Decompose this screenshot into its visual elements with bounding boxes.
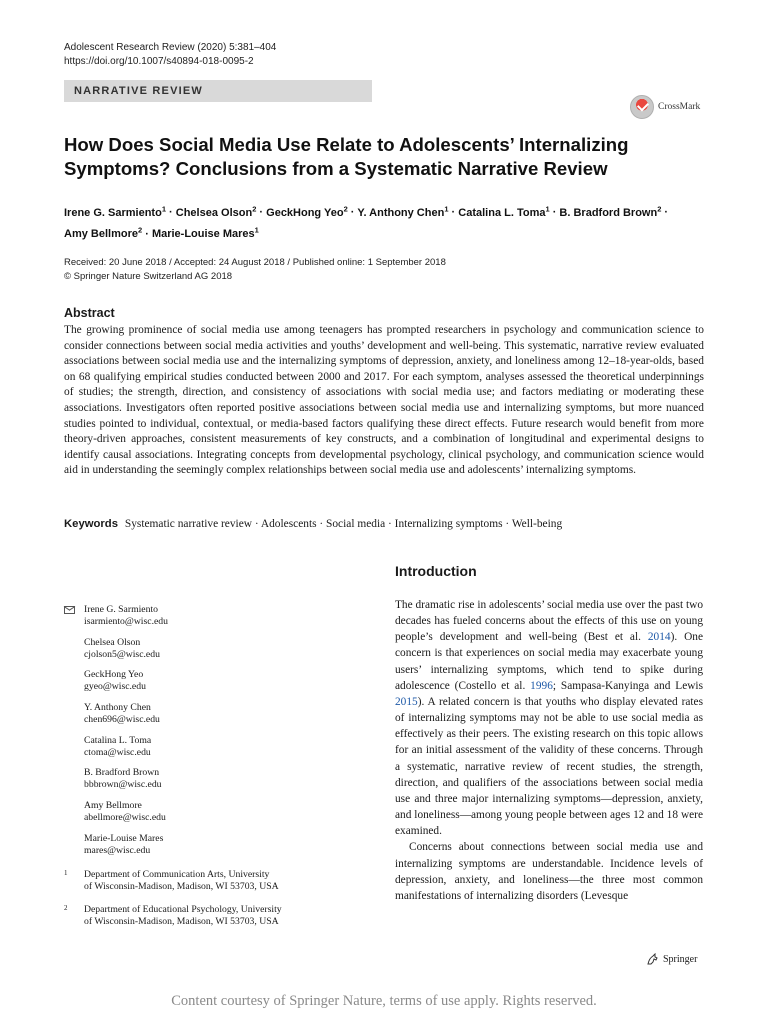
contact-6: B. Bradford Brown bbbrown@wisc.edu — [84, 767, 162, 791]
citation-link[interactable]: 2015 — [395, 695, 418, 708]
crossmark-badge[interactable] — [630, 93, 700, 121]
intro-paragraph-2: Concerns about connections between social media use and internalizing symptoms are understandable. Incidence levels of depression, anxiety, and loneliness—the three most common manifestations of internalizing disorders (Levesque — [395, 841, 703, 902]
footer-notice: Content courtesy of Springer Nature, terms of use apply. Rights reserved. — [171, 993, 597, 1009]
abstract-text: The growing prominence of social media use among teenagers has prompted researchers in psychology and communication science to consider connections between social media activities and youths’ development and well-being. This systematic, narrative review evaluated associations between social media use and the internalizing symptoms of depression, anxiety, and loneliness among 12–18-year-olds, based on 68 qualifying empirical studies conducted between 2000 and 2017. For each symptom, analyses assessed the theoretical underpinnings of studies; the strength, direction, and consistency of associations with social media use; and factors mediating or moderating these associations. Investigators often reported positive associations between social media use and internalizing symptoms, but more nuanced studies pointed to individual, contextual, or media-based factors qualifying these direct effects. Future research would benefit from more theory-driven approaches, consistent measurements of key constructs, and a combination of longitudinal and experimental designs to identify causal associations. Integrating concepts from developmental psychology, clinical psychology, and communication science would aid in understanding the seemingly complex relationships between social media use and adolescents’ internalizing symptoms. — [64, 324, 704, 477]
keywords-text: Systematic narrative review · Adolescents · Social media · Internalizing symptoms · Well-being — [124, 518, 563, 530]
publication-dates — [64, 256, 446, 284]
crossmark-icon — [630, 95, 654, 119]
citation-link[interactable]: 2014 — [647, 631, 671, 644]
email-link[interactable]: ctoma@wisc.edu — [84, 747, 151, 759]
publisher-mark — [646, 953, 697, 966]
author-8[interactable]: Marie-Louise Mares$^1$ — [151, 225, 259, 241]
author-3[interactable]: GeckHong Yeo$^2$ — [266, 204, 348, 219]
keywords-label: Keywords — [64, 518, 118, 530]
introduction-body — [395, 597, 703, 904]
author-6[interactable]: B. Bradford Brown$^2$ — [559, 204, 662, 219]
author-4[interactable]: Y. Anthony Chen$^1$ — [357, 204, 449, 219]
contact-2: Chelsea Olson cjolson5@wisc.edu — [84, 637, 160, 661]
author-5[interactable]: Catalina L. Toma$^1$ — [458, 204, 550, 219]
envelope-icon — [64, 606, 75, 614]
email-link[interactable]: isarmiento@wisc.edu — [84, 616, 168, 628]
email-link[interactable]: gyeo@wisc.edu — [84, 681, 146, 693]
author-7[interactable]: Amy Bellmore$^2$ — [64, 225, 143, 241]
intro-paragraph-1: The dramatic rise in adolescents’ social media use over the past two decades has fueled concerns about the effects of this use on young people’s development and well-being (Best et al. 2014). One concern is that experiences on social media may exacerbate young users’ internalizing symptoms, which tend to spike during adolescence (Costello et al. 1996; Sampasa-Kanyinga and Lewis 2015). A related concern is that youths who display elevated rates of internalizing symptoms may not be able to use social media as effectively as their peers. The existing research on this topic allows for an initial assessment of the validity of these concerns. Through a systematic, narrative review of recent studies, the strength, direction, and qualifiers of the associations between social media use and three major internalizing symptoms—depression, anxiety, and loneliness—among young people between ages 12 and 18 were examined. — [395, 599, 703, 838]
email-link[interactable]: abellmore@wisc.edu — [84, 812, 166, 824]
email-link[interactable]: bbbrown@wisc.edu — [84, 779, 162, 791]
contact-8: Marie-Louise Mares mares@wisc.edu — [84, 833, 164, 857]
contact-4: Y. Anthony Chen chen696@wisc.edu — [84, 702, 160, 726]
abstract-heading: Abstract — [64, 306, 115, 320]
copyright-line: © Springer Nature Switzerland AG 2018 — [64, 271, 233, 282]
email-link[interactable]: chen696@wisc.edu — [84, 714, 160, 726]
journal-header — [64, 41, 276, 69]
history-dates: Received: 20 June 2018 / Accepted: 24 August 2018 / Published online: 1 September 2018 — [64, 257, 446, 268]
journal-doi[interactable]: https://doi.org/10.1007/s40894-018-0095-2 — [64, 56, 254, 67]
contact-1: Irene G. Sarmiento isarmiento@wisc.edu — [84, 604, 168, 628]
crossmark-label: CrossMark — [658, 102, 701, 112]
email-link[interactable]: mares@wisc.edu — [84, 845, 151, 857]
citation-link[interactable]: 1996 — [530, 679, 553, 692]
introduction-heading: Introduction — [395, 563, 477, 579]
contact-7: Amy Bellmore abellmore@wisc.edu — [84, 800, 166, 824]
journal-citation: Adolescent Research Review (2020) 5:381–404 — [64, 42, 277, 53]
contact-3: GeckHong Yeo gyeo@wisc.edu — [84, 669, 146, 693]
article-title: How Does Social Media Use Relate to Adolescents’ Internalizing Symptoms? Conclusions from a Systematic Narrative Review — [64, 134, 629, 179]
springer-horse-icon — [646, 953, 659, 966]
author-list: Irene G. Sarmiento$^1$ · Chelsea Olson$^2$ · GeckHong Yeo$^2$ · Y. Anthony Chen$^1$ · Catalina L. Toma$^1$ · B. Bradford Brown$^2$ · Amy Bellmore$^2$ · Marie-Louise Mares$^1$ — [64, 204, 669, 241]
keywords — [64, 517, 704, 532]
article-type-band: NARRATIVE REVIEW — [64, 80, 372, 102]
author-1[interactable]: Irene G. Sarmiento$^1$ — [64, 204, 166, 219]
email-link[interactable]: cjolson5@wisc.edu — [84, 649, 160, 661]
contact-5: Catalina L. Toma ctoma@wisc.edu — [84, 735, 152, 759]
publisher-name: Springer — [663, 954, 698, 965]
author-2[interactable]: Chelsea Olson$^2$ — [175, 204, 257, 219]
